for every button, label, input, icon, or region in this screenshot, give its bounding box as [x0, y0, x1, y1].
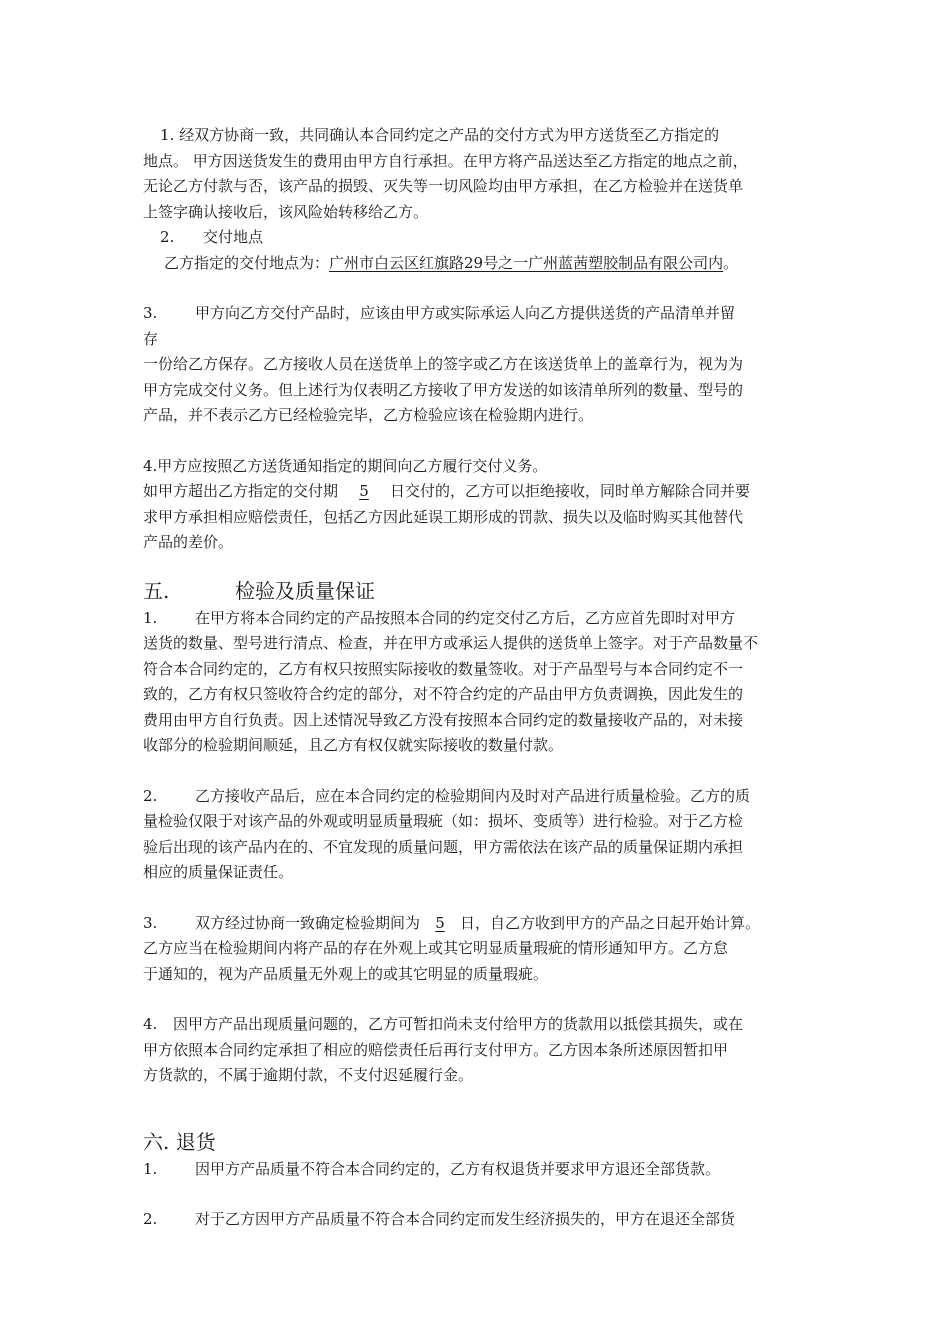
- item-title: 交付地点: [203, 228, 264, 246]
- paragraph-line: 产品，并不表示乙方已经检验完毕，乙方检验应该在检验期内进行。: [143, 406, 594, 424]
- paragraph-line: [143, 911, 823, 937]
- delivery-item-1: [143, 123, 823, 225]
- return-item-1: [143, 1157, 823, 1183]
- paragraph-line: 甲方完成交付义务。但上述行为仅表明乙方接收了甲方发送的如该清单所列的数量、型号的: [143, 380, 744, 399]
- paragraph-line: 验后出现的该产品内在的、不宜发现的质量问题，甲方需依法在该产品的质量保证期内承担: [143, 837, 744, 856]
- item-number: 2.: [143, 786, 158, 805]
- delivery-item-4: [143, 454, 823, 556]
- section-number: 五.: [143, 578, 170, 603]
- section-title: 检验及质量保证: [235, 578, 375, 603]
- inspection-item-4: [143, 1012, 823, 1089]
- paragraph-line: 产品的差价。: [143, 533, 234, 551]
- item-number: 4.: [143, 1015, 158, 1033]
- inspection-item-1: [143, 606, 823, 759]
- delivery-item-2: [143, 225, 823, 276]
- inspection-days-blank: 5: [435, 913, 445, 932]
- paragraph-line: 1. 经双方协商一致，共同确认本合同约定之产品的交付方式为甲方送货至乙方指定的: [160, 126, 720, 144]
- address-line: [143, 251, 823, 277]
- item-heading: [143, 225, 823, 251]
- paragraph-line: 致的，乙方有权只签收符合约定的部分，对不符合约定的产品由甲方负责调换，因此发生的: [143, 685, 744, 703]
- item-number: 1.: [143, 1159, 158, 1178]
- paragraph-line: 4.甲方应按照乙方送货通知指定的期间向乙方履行交付义务。: [143, 456, 548, 475]
- paragraph-line: 乙方应当在检验期间内将产品的存在外观上或其它明显质量瑕疵的情形通知甲方。乙方怠: [143, 939, 729, 957]
- paragraph-line: [143, 1012, 823, 1038]
- item-text: 对于乙方因甲方产品质量不符合本合同约定而发生经济损失的，甲方在退还全部货: [195, 1210, 736, 1228]
- paragraph-line: 送货的数量、型号进行清点、检查，并在甲方或承运人提供的送货单上签字。对于产品数量不: [143, 634, 759, 652]
- paragraph-line: 符合本合同约定的，乙方有权只按照实际接收的数量签收。对于产品型号与本合同约定不一: [143, 659, 744, 678]
- paragraph-line: 存: [143, 329, 159, 348]
- item-text: 如甲方超出乙方指定的交付期: [143, 482, 339, 500]
- delivery-days-blank: 5: [359, 482, 369, 500]
- item-number: 2.: [160, 228, 175, 246]
- address-suffix: 。: [723, 253, 739, 272]
- inspection-item-3: [143, 911, 823, 988]
- item-number: 3.: [143, 913, 158, 932]
- item-number: 2.: [143, 1210, 158, 1228]
- delivery-item-3: [143, 301, 823, 429]
- section-heading: 六. 退货: [143, 1129, 216, 1154]
- paragraph-line: [143, 1207, 823, 1233]
- paragraph-line: 甲方依照本合同约定承担了相应的赔偿责任后再行支付甲方。乙方因本条所述原因暂扣甲: [143, 1040, 729, 1059]
- paragraph-line: 无论乙方付款与否，该产品的损毁、灭失等一切风险均由甲方承担，在乙方检验并在送货单: [143, 177, 744, 195]
- address-prefix: 乙方指定的交付地点为：: [164, 253, 330, 272]
- item-text: 因甲方产品质量不符合本合同约定的，乙方有权退货并要求甲方退还全部货款。: [195, 1159, 721, 1178]
- paragraph-line: [143, 479, 823, 505]
- paragraph-line: 地点。 甲方因送货发生的费用由甲方自行承担。在甲方将产品送达至乙方指定的地点之前，: [143, 151, 748, 170]
- document-page: [143, 123, 823, 1233]
- return-item-2: [143, 1207, 823, 1233]
- item-text: 因甲方产品出现质量问题的，乙方可暂扣尚未支付给甲方的货款用以抵偿其损失，或在: [173, 1015, 744, 1033]
- paragraph-line: [143, 784, 823, 810]
- item-number: 1.: [143, 608, 158, 627]
- paragraph-line: [143, 301, 823, 327]
- paragraph-line: 方货款的，不属于逾期付款，不支付迟延履行金。: [143, 1066, 474, 1084]
- item-text: 日交付的，乙方可以拒绝接收，同时单方解除合同并要: [390, 482, 751, 500]
- paragraph-line: 收部分的检验期间顺延，且乙方有权仅就实际接收的数量付款。: [143, 736, 564, 754]
- item-text: 甲方向乙方交付产品时，应该由甲方或实际承运人向乙方提供送货的产品清单并留: [195, 304, 736, 322]
- item-text: 在甲方将本合同约定的产品按照本合同的约定交付乙方后，乙方应首先即时对甲方: [195, 608, 736, 627]
- paragraph-line: 相应的质量保证责任。: [143, 863, 294, 881]
- paragraph-line: [143, 1157, 823, 1183]
- paragraph-line: 求甲方承担相应赔偿责任，包括乙方因此延误工期形成的罚款、损失以及临时购买其他替代: [143, 507, 744, 526]
- item-number: 3.: [143, 304, 158, 322]
- paragraph-line: 费用由甲方自行负责。因上述情况导致乙方没有按照本合同约定的数量接收产品的，对未接: [143, 710, 744, 729]
- item-text: 双方经过协商一致确定检验期间为: [195, 913, 421, 932]
- inspection-item-2: [143, 784, 823, 886]
- section-heading: [143, 576, 823, 606]
- paragraph-line: 量检验仅限于对该产品的外观或明显质量瑕疵（如：损坏、变质等）进行检验。对于乙方检: [143, 812, 744, 830]
- item-text: 乙方接收产品后，应在本合同约定的检验期间内及时对产品进行质量检验。乙方的质: [195, 786, 751, 805]
- paragraph-line: [143, 606, 823, 632]
- delivery-address: 广州市白云区红旗路29号之一广州蓝茜塑胶制品有限公司内: [329, 253, 724, 272]
- paragraph-line: 上签字确认接收后，该风险始转移给乙方。: [143, 202, 429, 221]
- paragraph-line: 于通知的，视为产品质量无外观上的或其它明显的质量瑕疵。: [143, 964, 549, 983]
- paragraph-line: 一份给乙方保存。乙方接收人员在送货单上的签字或乙方在该送货单上的盖章行为，视为为: [143, 355, 744, 373]
- item-text: 日，自乙方收到甲方的产品之日起开始计算。: [460, 913, 761, 932]
